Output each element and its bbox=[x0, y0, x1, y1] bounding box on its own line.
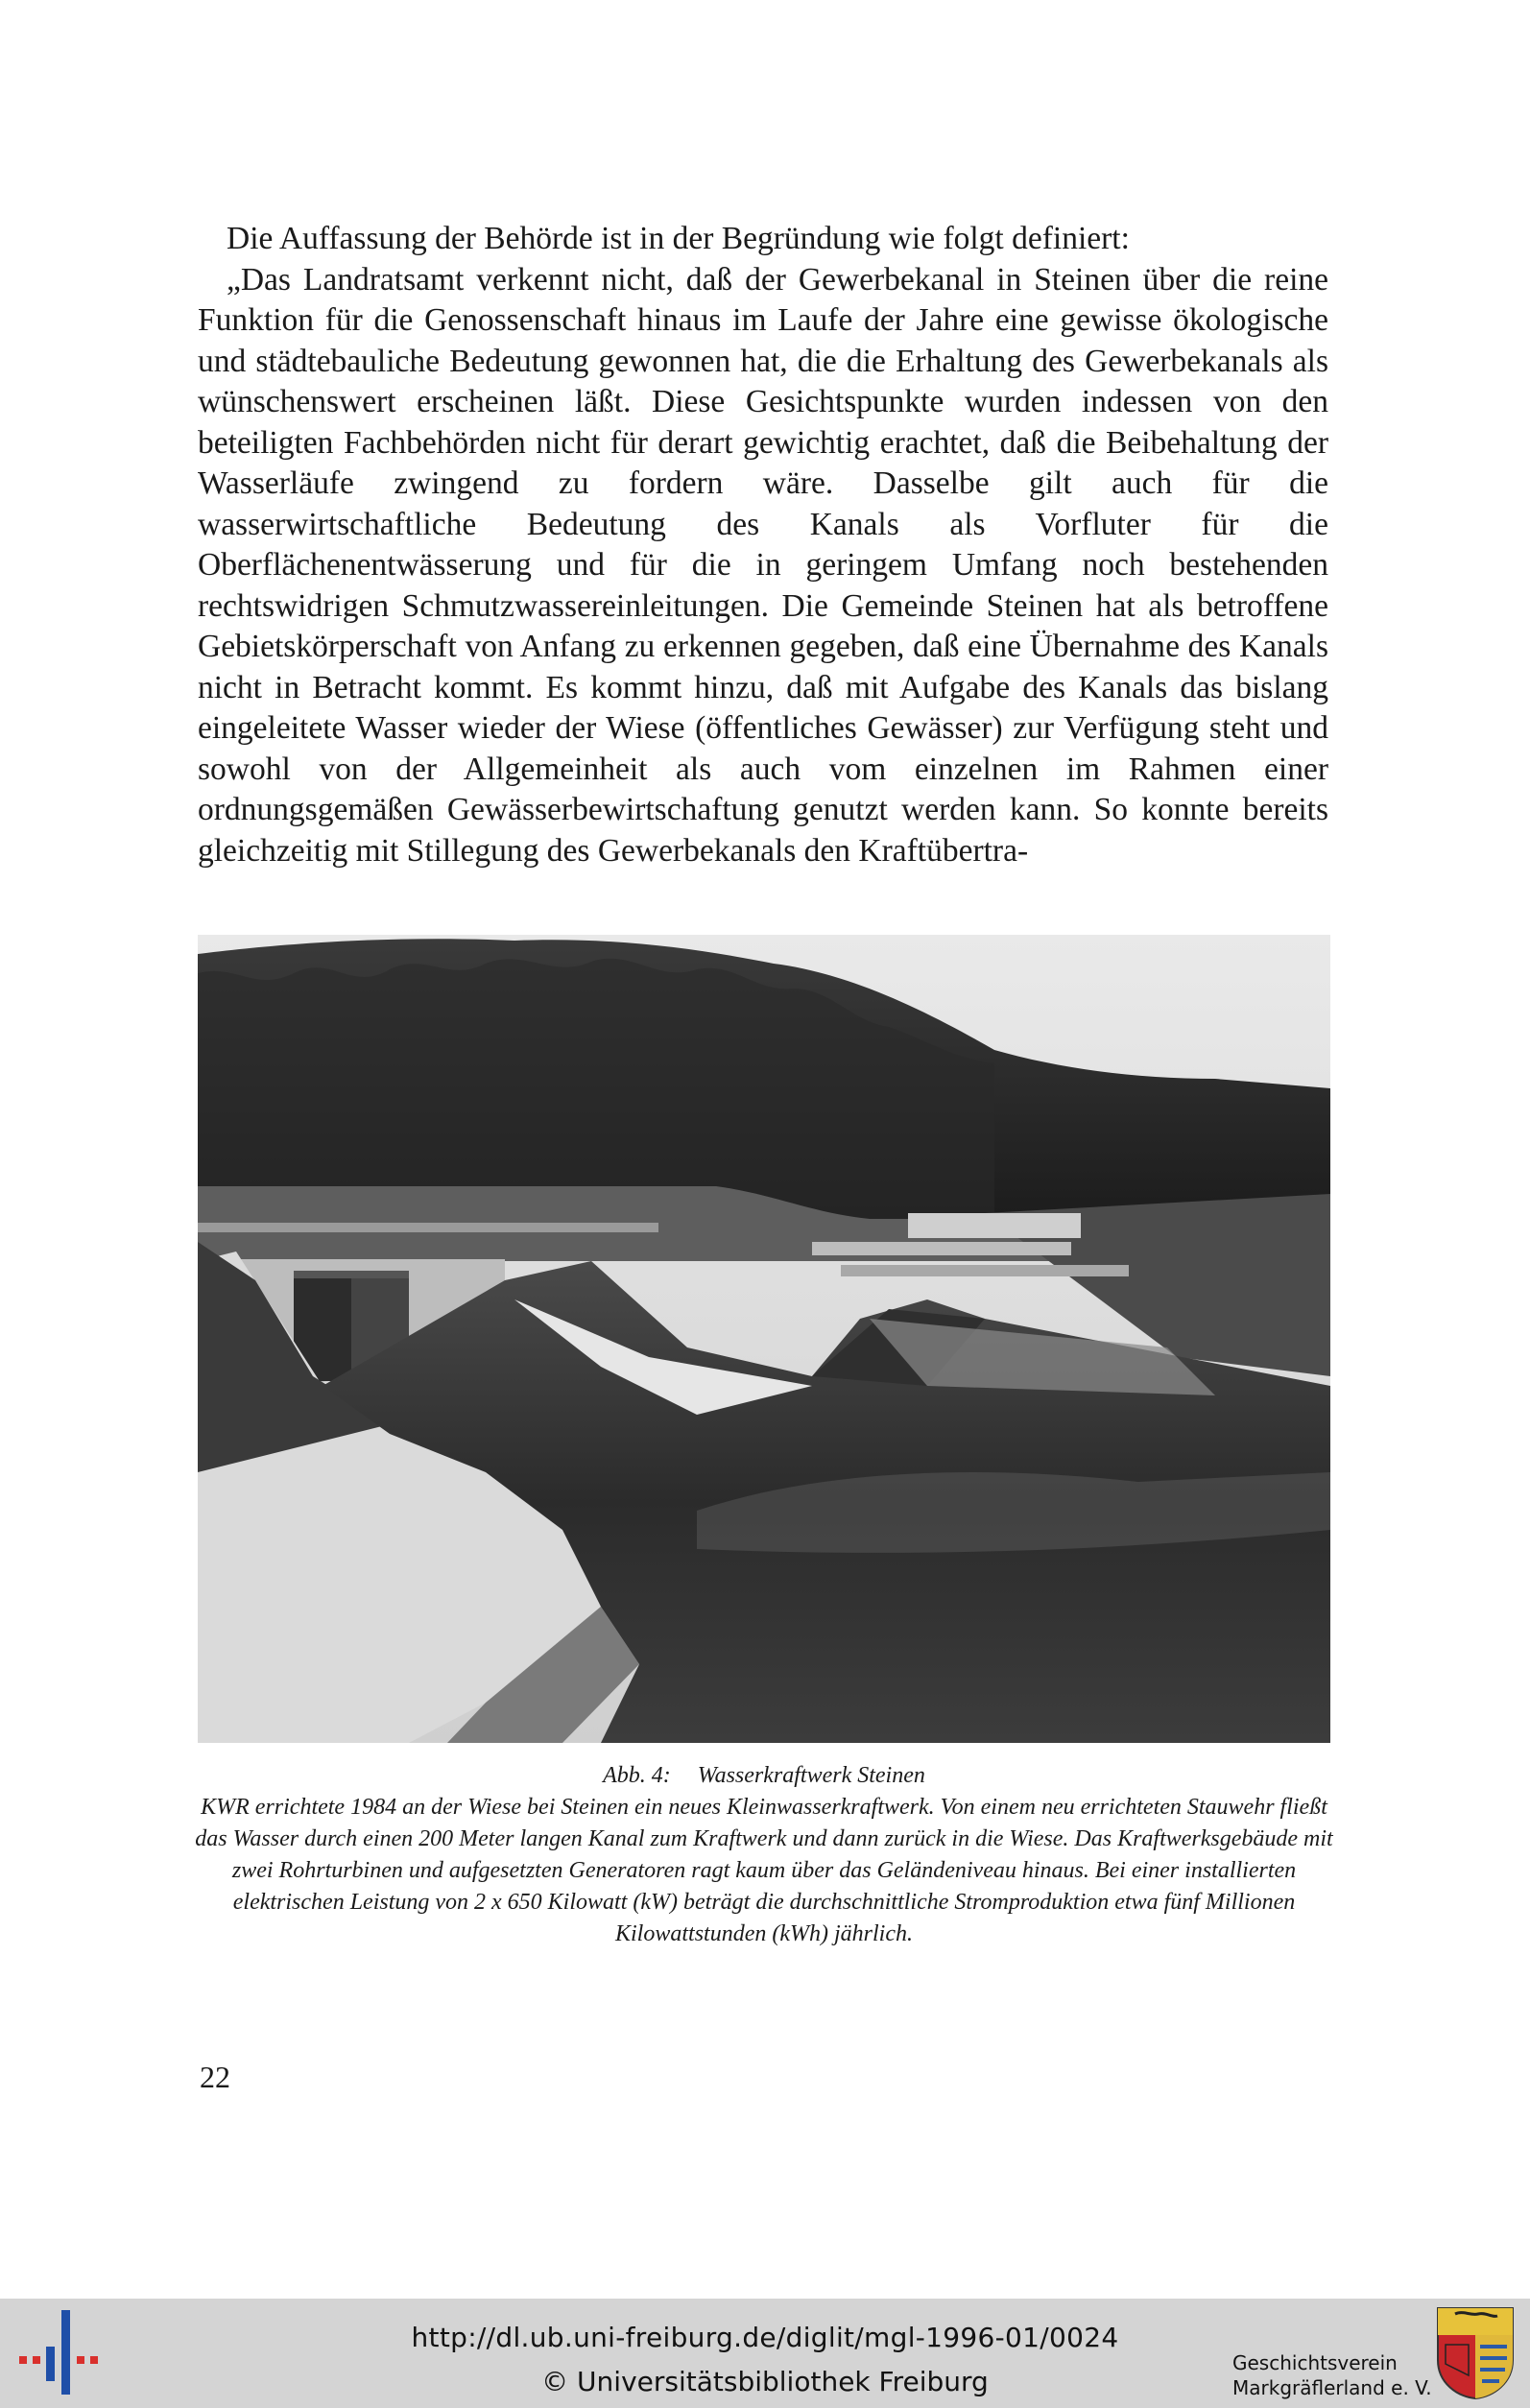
footer-society-name bbox=[1232, 2350, 1432, 2400]
society-line-1: Geschichtsverein bbox=[1232, 2351, 1398, 2374]
figure-caption-text: KWR errichtete 1984 an der Wiese bei Steinen ein neues Kleinwasserkraftwerk. Von einem neu errichteten Stauwehr fließt das Wasser durch einen 200 Meter langen Kanal zum Kraftwerk und dann zurück in die Wiese. Das Kraftwerksgebäude mit zwei Rohrturbinen und aufgesetzten Generatoren ragt kaum über das Geländeniveau hinaus. Bei einer installierten elektrischen Leistung von 2 x 650 Kilowatt (kW) beträgt die durchschnittliche Stromproduktion etwa fünf Millionen Kilowattstunden (kWh) jährlich. bbox=[195, 1795, 1333, 1946]
coat-of-arms-icon[interactable] bbox=[1436, 2306, 1515, 2400]
society-line-2: Markgräflerland e. V. bbox=[1232, 2376, 1432, 2399]
footer-copyright: © Universitätsbibliothek Freiburg bbox=[541, 2366, 989, 2397]
figure-label: Abb. 4: bbox=[603, 1763, 671, 1788]
figure-title: Wasserkraftwerk Steinen bbox=[697, 1763, 925, 1788]
viewer-footer bbox=[0, 2299, 1530, 2408]
figure-photo-hydropower-plant bbox=[198, 935, 1330, 1743]
intro-paragraph: Die Auffassung der Behörde ist in der Begründung wie folgt definiert: bbox=[227, 221, 1130, 256]
figure-caption-title bbox=[182, 1760, 1346, 1792]
page-number: 22 bbox=[200, 2060, 230, 2094]
figure-caption bbox=[182, 1760, 1346, 1950]
footer-url-link[interactable]: http://dl.ub.uni-freiburg.de/diglit/mgl-1996-01/0024 bbox=[411, 2322, 1119, 2353]
body-text bbox=[198, 219, 1328, 871]
quote-paragraph: „Das Landratsamt verkennt nicht, daß der Gewerbekanal in Steinen über die reine Funktion für die Genossenschaft hinaus im Laufe der Jahre eine gewisse ökologische und städtebauliche Bedeutung gewonnen hat, die die Erhaltung des Gewerbekanals als wünschenswert erscheinen läßt. Diese Gesichtspunkte wurden indessen von den beteiligten Fachbehörden nicht für derart gewichtig erachtet, daß die Beibehaltung der Wasserläufe zwingend zu fordern wäre. Dasselbe gilt auch für die wasserwirtschaftliche Bedeutung des Kanals als Vorfluter für die Oberflächenentwässerung und für die in geringem Umfang noch bestehenden rechtswidrigen Schmutzwassereinleitungen. Die Gemeinde Steinen hat als betroffene Gebietskörperschaft von Anfang zu erkennen gegeben, daß eine Übernahme des Kanals nicht in Betracht kommt. Es kommt hinzu, daß mit Aufgabe des Kanals das bislang eingeleitete Wasser wieder der Wiese (öffentliches Gewässer) zur Verfügung steht und sowohl von der Allgemeinheit als auch vom einzelnen im Rahmen einer ordnungsgemäßen Gewässerbewirtschaftung genutzt werden kann. So konnte bereits gleichzeitig mit Stillegung des Gewerbekanals den Kraftübertra- bbox=[198, 261, 1328, 869]
